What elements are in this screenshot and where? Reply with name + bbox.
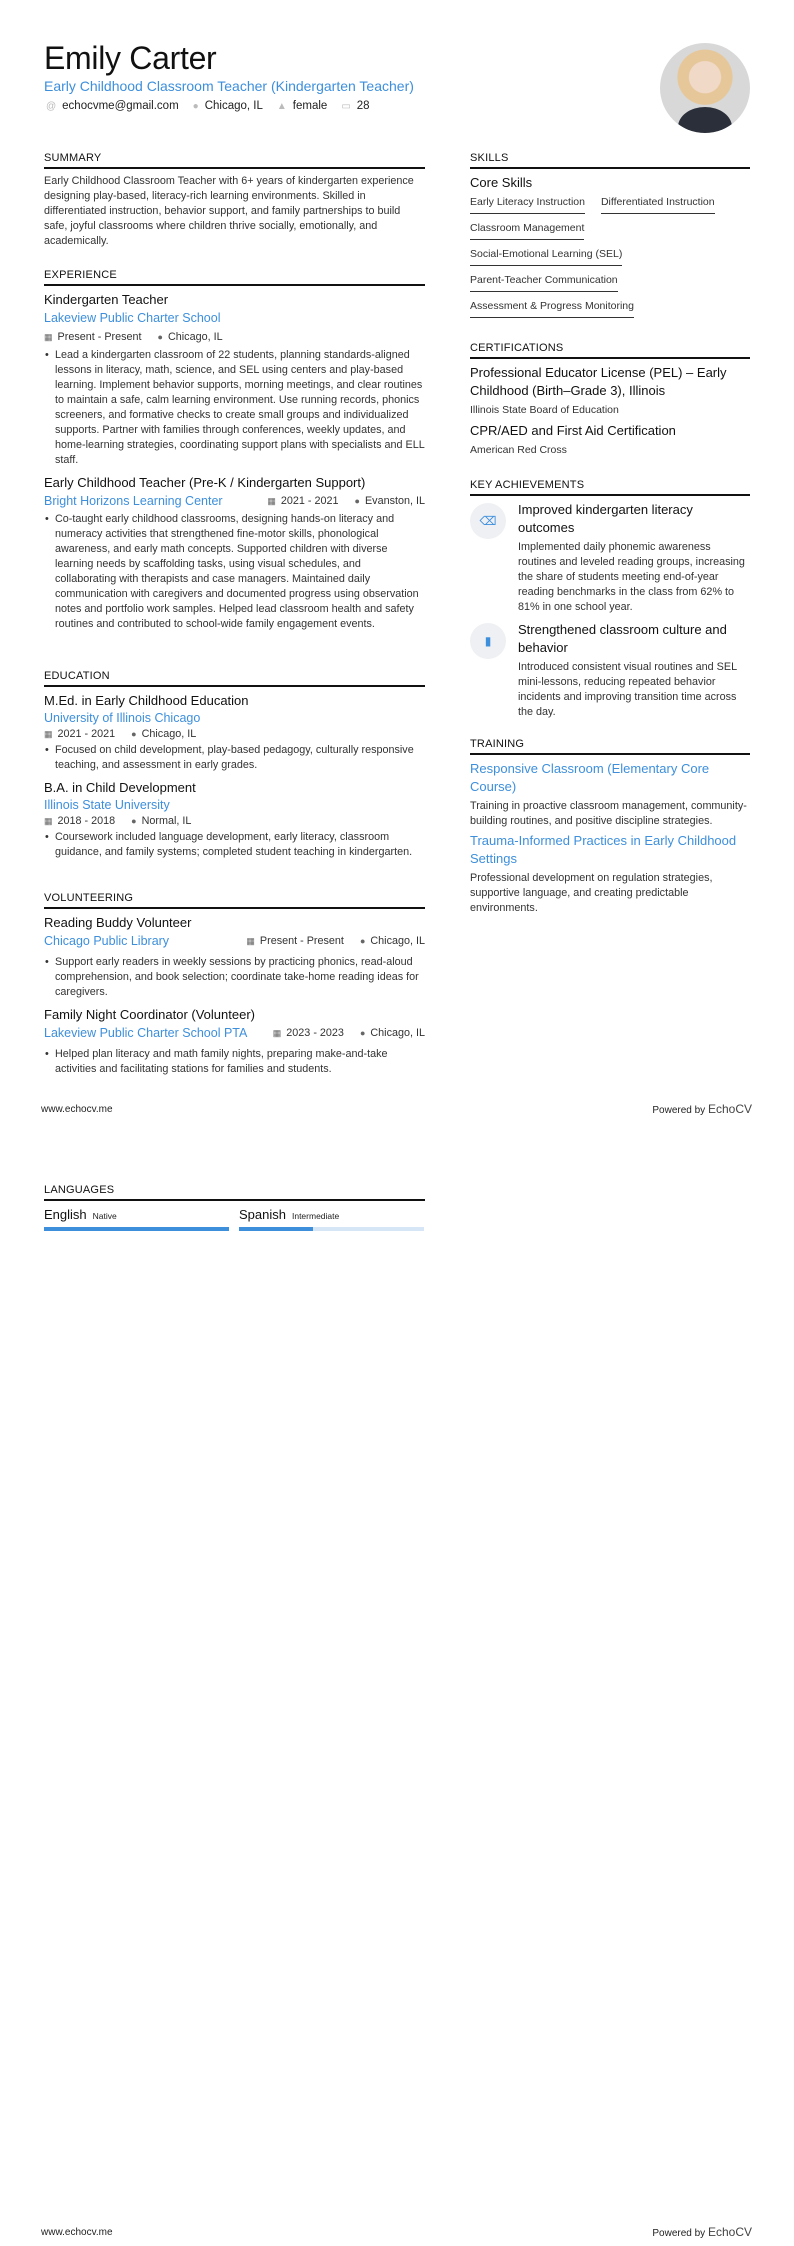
person-icon: ▲ <box>276 101 287 112</box>
location-icon: ● <box>359 1027 366 1038</box>
education-bullet: • Focused on child development, play-based pedagogy, culturally responsive teaching, and assessment in early grades. <box>44 743 425 773</box>
contact-gender: ▲ female <box>276 100 328 112</box>
section-heading: KEY ACHIEVEMENTS <box>470 479 750 496</box>
calendar-icon: ▦ <box>267 495 276 506</box>
language-item <box>239 1206 424 1231</box>
calendar-icon: ▦ <box>44 729 53 739</box>
experience-entry <box>44 474 425 632</box>
language-level-bar <box>44 1227 229 1231</box>
achievement-text: Implemented daily phonemic awareness routines and leveled reading groups, increasing the share of students meeting end-of-year reading benchmarks in the class from 62% to 81% in one school year. <box>518 541 745 613</box>
experience-section <box>44 269 425 638</box>
organization-link[interactable]: Chicago Public Library <box>44 934 170 948</box>
achievement-item <box>470 621 750 720</box>
language-name: Spanish <box>239 1207 286 1222</box>
location-icon: ● <box>192 101 199 112</box>
job-dates: 2021 - 2021 <box>280 494 339 507</box>
employer-link[interactable]: Lakeview Public Charter School <box>44 311 221 325</box>
language-item <box>44 1206 229 1231</box>
contact-age: ▭ 28 <box>341 100 370 112</box>
language-level: Intermediate <box>291 1211 340 1221</box>
training-section <box>470 738 750 916</box>
volunteering-entry: Family Night Coordinator (Volunteer) Lakeview Public Charter School PTA ▦ 2023 - 2023 ● Chicago, IL • Helped plan literacy and math family nights, preparing make-and-take activities and facilitating stations for families and students. <box>44 1006 425 1077</box>
candidate-name: Emily Carter <box>44 40 217 76</box>
certification-name: CPR/AED and First Aid Certification <box>470 423 676 438</box>
volunteer-role: Reading Buddy Volunteer <box>44 915 192 930</box>
backspace-icon: ⌫ <box>470 503 506 539</box>
skill-tag: Early Literacy Instruction <box>470 193 585 214</box>
footer-site-link[interactable]: www.echocv.me <box>41 1104 113 1115</box>
job-dates: Present - Present <box>57 331 142 343</box>
contact-list <box>46 100 370 112</box>
skill-tag: Assessment & Progress Monitoring <box>470 297 634 318</box>
certification-name: Professional Educator License (PEL) – Early Childhood (Birth–Grade 3), Illinois <box>470 365 727 398</box>
volunteering-section <box>44 892 425 1083</box>
contact-location: ● Chicago, IL <box>192 100 263 112</box>
job-bullet: • Co-taught early childhood classrooms, designing hands-on literacy and numeracy activities that strengthened fine-motor skills, phonological awareness, and early math concepts. Supported children with diverse learning needs by scaffolding tasks, using visual schedules, and collaborating with therapists and case managers. Maintained daily communication with caregivers and documented progress using observation notes and portfolio work samples. Helped lead classroom health and safety routines and contributed to school-wide family engagement events. <box>44 512 425 632</box>
achievements-section <box>470 479 750 726</box>
calendar-icon: ▦ <box>246 935 255 946</box>
calendar-icon: ▦ <box>272 1027 282 1038</box>
training-title[interactable]: Responsive Classroom (Elementary Core Course) <box>470 761 710 794</box>
volunteering-entry: Reading Buddy Volunteer Chicago Public Library ▦ Present - Present ● Chicago, IL • Support early readers in weekly sessions by practicing phonics, read-aloud comprehension, and book selection; coordinate take-home reading ideas for caregivers. <box>44 914 425 1000</box>
job-role: Early Childhood Teacher (Pre-K / Kindergarten Support) <box>44 475 366 490</box>
language-level: Native <box>92 1211 117 1221</box>
training-title[interactable]: Trauma-Informed Practices in Early Childhood Settings <box>470 833 737 866</box>
education-section <box>44 670 425 866</box>
achievement-title: Strengthened classroom culture and behavior <box>518 622 727 655</box>
organization-link[interactable]: Lakeview Public Charter School PTA <box>44 1026 248 1040</box>
section-heading: CERTIFICATIONS <box>470 342 750 359</box>
certifications-section <box>470 342 750 458</box>
training-text: Training in proactive classroom management, community-building routines, and positive discipline strategies. <box>470 800 747 827</box>
volunteer-bullet: • Support early readers in weekly sessions by practicing phonics, read-aloud comprehension, and book selection; coordinate take-home reading ideas for caregivers. <box>44 955 425 1000</box>
location-icon: ● <box>131 729 137 739</box>
powered-by: Powered by EchoCV <box>652 1102 752 1116</box>
job-location: Evanston, IL <box>364 494 425 507</box>
brand-link[interactable]: EchoCV <box>707 2225 752 2239</box>
section-heading: EXPERIENCE <box>44 269 425 286</box>
calendar-icon: ▦ <box>44 332 53 342</box>
location-icon: ● <box>359 935 366 946</box>
volunteer-role: Family Night Coordinator (Volunteer) <box>44 1007 255 1022</box>
language-name: English <box>44 1207 87 1222</box>
at-icon: @ <box>46 101 57 112</box>
powered-by: Powered by EchoCV <box>652 2225 752 2239</box>
degree: M.Ed. in Early Childhood Education <box>44 693 249 708</box>
education-entry: B.A. in Child Development Illinois State University ▦ 2018 - 2018 ● Normal, IL • Coursework included language development, early literacy, classroom guidance, and family systems; completed student teaching in kindergarten. <box>44 779 425 860</box>
school-link[interactable]: Illinois State University <box>44 798 170 812</box>
job-location: Chicago, IL <box>167 331 223 343</box>
file-icon: ▮ <box>470 623 506 659</box>
skill-tag: Social-Emotional Learning (SEL) <box>470 245 622 266</box>
location-icon: ● <box>131 816 137 826</box>
skill-group-title: Core Skills <box>470 175 533 190</box>
degree: B.A. in Child Development <box>44 780 196 795</box>
certification-issuer: American Red Cross <box>470 444 567 456</box>
contact-email: @ echocvme@gmail.com <box>46 100 179 112</box>
skill-tag: Classroom Management <box>470 219 584 240</box>
location-icon: ● <box>354 495 360 506</box>
certification-issuer: Illinois State Board of Education <box>470 404 619 416</box>
calendar-icon: ▦ <box>44 816 53 826</box>
job-bullet: • Lead a kindergarten classroom of 22 students, planning standards-aligned lessons in literacy, math, science, and SEL using centers and play-based learning. Implement behavior supports, morning meetings, and clear routines to maintain a safe, calm learning environment. Use running records, phonics screeners, and formative checks to create small groups and individualized supports. Partner with families through conferences, weekly updates, and home-learning strategies, coordinating support plans with specialists and ELL staff. <box>44 348 425 468</box>
skills-section <box>470 152 750 323</box>
section-heading: VOLUNTEERING <box>44 892 425 909</box>
employer-link[interactable]: Bright Horizons Learning Center <box>44 494 223 508</box>
calendar-icon: ▭ <box>341 101 351 112</box>
volunteer-bullet: • Helped plan literacy and math family nights, preparing make-and-take activities and facilitating stations for families and students. <box>44 1047 425 1077</box>
summary-text: Early Childhood Classroom Teacher with 6+ years of kindergarten experience designing play-based, literacy-rich learning environments. Skilled in differentiated instruction, behavior support, and family partnerships to build safe, joyful classrooms where children thrive socially, emotionally, and academically. <box>44 175 414 247</box>
job-role: Kindergarten Teacher <box>44 292 169 307</box>
section-heading: SKILLS <box>470 152 750 169</box>
training-text: Professional development on regulation strategies, supportive language, and creating predictable environments. <box>470 872 713 914</box>
skill-tag: Differentiated Instruction <box>601 193 715 214</box>
education-bullet: • Coursework included language development, early literacy, classroom guidance, and family systems; completed student teaching in kindergarten. <box>44 830 425 860</box>
candidate-title: Early Childhood Classroom Teacher (Kindergarten Teacher) <box>44 78 414 94</box>
education-entry: M.Ed. in Early Childhood Education University of Illinois Chicago ▦ 2021 - 2021 ● Chicago, IL • Focused on child development, play-based pedagogy, culturally responsive teaching, and assessment in early grades. <box>44 692 425 773</box>
languages-section <box>44 1184 425 1231</box>
skill-tag: Parent-Teacher Communication <box>470 271 618 292</box>
section-heading: LANGUAGES <box>44 1184 425 1201</box>
language-level-bar <box>239 1227 424 1231</box>
location-icon: ● <box>157 332 163 342</box>
achievement-item <box>470 501 750 615</box>
brand-link[interactable]: EchoCV <box>707 1102 752 1116</box>
achievement-text: Introduced consistent visual routines and SEL mini-lessons, reducing repeated behavior incidents and improving transition time across the day. <box>518 661 737 718</box>
section-heading: TRAINING <box>470 738 750 755</box>
experience-entry <box>44 291 425 468</box>
profile-photo <box>660 43 750 133</box>
footer-site-link[interactable]: www.echocv.me <box>41 2227 113 2238</box>
summary-section <box>44 152 425 249</box>
school-link[interactable]: University of Illinois Chicago <box>44 711 201 725</box>
section-heading: EDUCATION <box>44 670 425 687</box>
achievement-title: Improved kindergarten literacy outcomes <box>518 502 693 535</box>
section-heading: SUMMARY <box>44 152 425 169</box>
